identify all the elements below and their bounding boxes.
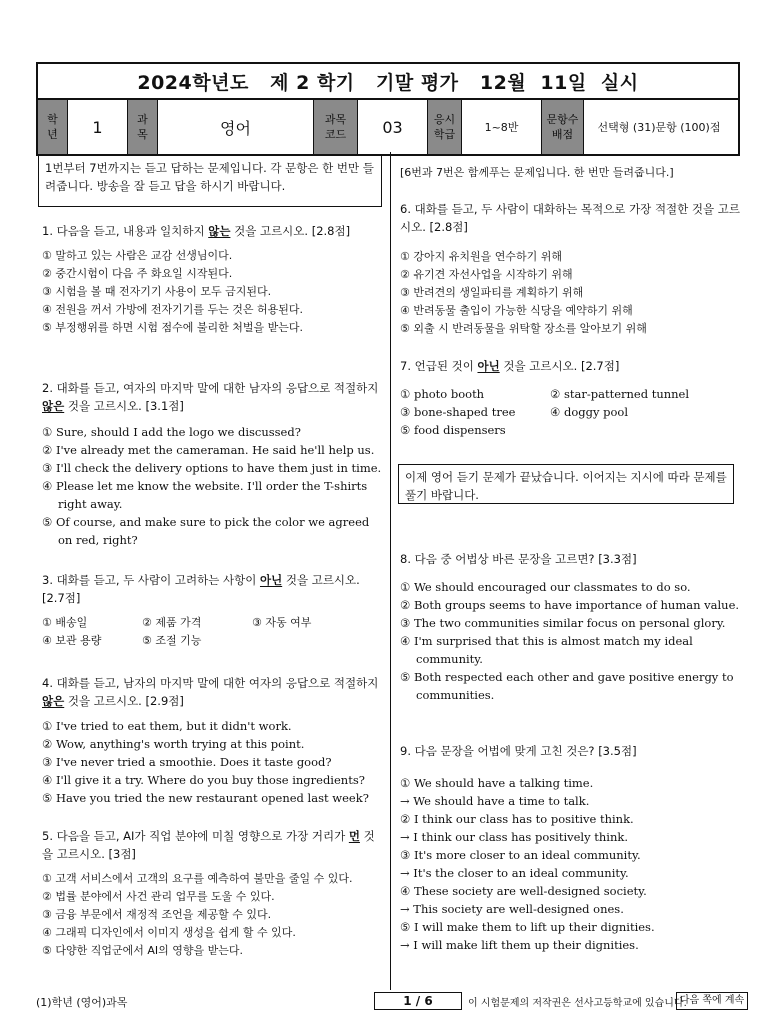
q1-option[interactable]: ④ 전원을 꺼서 가방에 전자기기를 두는 것은 허용된다. <box>42 303 303 316</box>
question-3-stem <box>42 571 382 607</box>
q4-stem-b: 것을 고르시오. [2.9점] <box>64 694 184 708</box>
q2-option[interactable]: ① Sure, should I add the logo we discussed? <box>42 425 301 439</box>
q7-option[interactable]: ④ doggy pool <box>550 405 629 419</box>
q8-option[interactable]: ① We should encouraged our classmates to do so. <box>400 580 691 594</box>
q8-option[interactable]: ⑤ Both respected each other and gave positive energy to communities. <box>400 670 734 702</box>
q1-option[interactable]: ③ 시험을 볼 때 전자기기 사용이 모두 금지된다. <box>42 285 272 298</box>
score-label: 문항수 배점 <box>542 100 584 154</box>
q3-option[interactable]: ⑤ 조절 기능 <box>142 634 202 647</box>
question-2-stem <box>42 379 382 415</box>
listening-end-notice: 이제 영어 듣기 문제가 끝났습니다. 이어지는 지시에 따라 문제를 풀기 바랍니다. <box>398 464 734 504</box>
q6-option[interactable]: ① 강아지 유치원을 연수하기 위해 <box>400 250 562 263</box>
code-value: 03 <box>358 100 428 154</box>
question-1-stem <box>42 222 382 240</box>
question-9-stem: 9. 다음 문장을 어법에 맞게 고친 것은? [3.5점] <box>400 744 637 758</box>
q6-option[interactable]: ③ 반려견의 생일파티를 계획하기 위해 <box>400 286 584 299</box>
q5-option[interactable]: ④ 그래픽 디자인에서 이미지 생성을 쉽게 할 수 있다. <box>42 926 296 939</box>
q6-option[interactable]: ⑤ 외출 시 반려동물을 위탁할 장소를 알아보기 위해 <box>400 322 647 335</box>
question-9 <box>400 742 740 954</box>
q2-option[interactable]: ⑤ Of course, and make sure to pick the color we agreed on red, right? <box>42 515 370 547</box>
listening-notice: 1번부터 7번까지는 듣고 답하는 문제입니다. 각 문항은 한 번만 들려줍니다. 방송을 잘 듣고 답을 하시기 바랍니다. <box>38 155 382 207</box>
q9-option[interactable]: ① We should have a talking time. <box>400 776 594 790</box>
q1-option[interactable]: ① 말하고 있는 사람은 교감 선생님이다. <box>42 249 233 262</box>
q3-stem-emph: 아닌 <box>259 573 283 587</box>
question-4 <box>42 674 382 807</box>
q3-option[interactable]: ① 배송일 <box>42 616 88 629</box>
q1-stem-a: 1. 다음을 듣고, 내용과 일치하지 <box>42 224 209 238</box>
q9-correction: → We should have a time to talk. <box>400 794 590 808</box>
question-8-stem: 8. 다음 중 어법상 바른 문장을 고르면? [3.3점] <box>400 552 637 566</box>
q9-option[interactable]: ⑤ I will make them to lift up their dignities. <box>400 920 655 934</box>
q6-option[interactable]: ④ 반려동물 출입이 가능한 식당을 예약하기 위해 <box>400 304 633 317</box>
q4-option[interactable]: ③ I've never tried a smoothie. Does it taste good? <box>42 755 332 769</box>
q7-stem-emph: 아닌 <box>477 359 500 373</box>
q8-option[interactable]: ④ I'm surprised that this is almost match my ideal community. <box>400 634 693 666</box>
grade-value: 1 <box>68 100 128 154</box>
q1-stem-emph: 않는 <box>208 224 231 238</box>
question-2 <box>42 379 382 549</box>
class-value: 1~8반 <box>462 100 542 154</box>
q3-option[interactable]: ④ 보관 용량 <box>42 634 102 647</box>
q5-option[interactable]: ① 고객 서비스에서 고객의 요구를 예측하여 불만을 줄일 수 있다. <box>42 872 353 885</box>
question-1 <box>42 222 382 337</box>
q8-option[interactable]: ③ The two communities similar focus on personal glory. <box>400 616 726 630</box>
q9-correction: → It's the closer to an ideal community. <box>400 866 629 880</box>
code-label: 과목 코드 <box>314 100 358 154</box>
q7-option[interactable]: ② star-patterned tunnel <box>550 387 690 401</box>
class-label: 응시 학급 <box>428 100 462 154</box>
question-6-stem: 6. 대화를 듣고, 두 사람이 대화하는 목적으로 가장 적절한 것을 고르시오. [2.8점] <box>400 202 741 234</box>
q5-option[interactable]: ② 법률 분야에서 사건 관리 업무를 도울 수 있다. <box>42 890 275 903</box>
question-5 <box>42 827 382 960</box>
question-7-stem <box>400 357 740 375</box>
exam-title: 2024학년도 제 2 학기 기말 평가 12월 11일 실시 <box>38 64 738 100</box>
copyright-notice: 이 시험문제의 저작권은 선사고등학교에 있습니다. <box>468 998 687 1009</box>
q7-option[interactable]: ③ bone-shaped tree <box>400 405 516 419</box>
q2-stem-emph: 않은 <box>42 399 65 413</box>
score-value: 선택형 (31)문항 (100)점 <box>597 121 721 134</box>
q2-stem-a: 2. 대화를 듣고, 여자의 마지막 말에 대한 남자의 응답으로 적절하지 <box>42 381 379 395</box>
q3-option[interactable]: ② 제품 가격 <box>142 616 202 629</box>
question-6 <box>400 200 740 338</box>
q1-stem-b: 것을 고르시오. [2.8점] <box>230 224 351 238</box>
q9-option[interactable]: ② I think our class has to positive think. <box>400 812 634 826</box>
q2-option[interactable]: ② I've already met the cameraman. He said he'll help us. <box>42 443 375 457</box>
notice-q6-q7: [6번과 7번은 함께푸는 문제입니다. 한 번만 들려줍니다.] <box>400 166 674 179</box>
q5-stem-a: 5. 다음을 듣고, AI가 직업 분야에 미칠 영향으로 가장 거리가 <box>42 829 349 843</box>
grade-label: 학 년 <box>38 100 68 154</box>
q5-option[interactable]: ③ 금융 부문에서 재정적 조언을 제공할 수 있다. <box>42 908 272 921</box>
q5-option[interactable]: ⑤ 다양한 직업군에서 AI의 영향을 받는다. <box>42 944 243 957</box>
q3-stem-b: 것을 고르시오. [2.7점] <box>42 573 360 605</box>
question-3 <box>42 571 382 650</box>
q3-option[interactable]: ③ 자동 여부 <box>252 616 312 629</box>
question-7 <box>400 357 740 439</box>
q4-option[interactable]: ② Wow, anything's worth trying at this point. <box>42 737 305 751</box>
q2-stem-b: 것을 고르시오. [3.1점] <box>64 399 184 413</box>
footer-grade-subject: (1)학년 (영어)과목 <box>36 996 128 1009</box>
page-footer <box>36 990 745 1012</box>
q6-option[interactable]: ② 유기견 자선사업을 시작하기 위해 <box>400 268 573 281</box>
q2-option[interactable]: ③ I'll check the delivery options to have them just in time. <box>42 461 382 475</box>
q7-stem-b: 것을 고르시오. [2.7점] <box>499 359 620 373</box>
exam-info-row <box>38 100 738 154</box>
q9-option[interactable]: ③ It's more closer to an ideal community. <box>400 848 641 862</box>
q3-options <box>42 614 382 650</box>
question-8 <box>400 550 740 704</box>
q7-options <box>400 385 740 439</box>
question-5-stem <box>42 827 382 863</box>
exam-header <box>36 62 740 156</box>
q4-option[interactable]: ① I've tried to eat them, but it didn't work. <box>42 719 292 733</box>
subject-value: 영어 <box>158 100 314 154</box>
q4-stem-emph: 않은 <box>42 694 65 708</box>
subject-label: 과 목 <box>128 100 158 154</box>
q8-option[interactable]: ② Both groups seems to have importance of human value. <box>400 598 740 612</box>
q1-option[interactable]: ⑤ 부정행위를 하면 시험 점수에 불리한 처벌을 받는다. <box>42 321 303 334</box>
column-divider <box>390 152 391 990</box>
q7-option[interactable]: ⑤ food dispensers <box>400 423 506 437</box>
q4-option[interactable]: ④ I'll give it a try. Where do you buy those ingredients? <box>42 773 365 787</box>
page-number: 1 / 6 <box>374 992 462 1010</box>
continued-next-page: 다음 쪽에 계속 <box>676 992 748 1010</box>
q5-stem-emph: 먼 <box>348 829 360 843</box>
q7-stem-a: 7. 언급된 것이 <box>400 359 478 373</box>
q3-stem-a: 3. 대화를 듣고, 두 사람이 고려하는 사항이 <box>42 573 260 587</box>
q4-option[interactable]: ⑤ Have you tried the new restaurant opened last week? <box>42 791 369 805</box>
q9-correction: → This society are well-designed ones. <box>400 902 624 916</box>
question-4-stem <box>42 674 382 710</box>
q9-correction: → I will make lift them up their dignities. <box>400 938 639 952</box>
q7-option[interactable]: ① photo booth <box>400 387 485 401</box>
q2-option[interactable]: ④ Please let me know the website. I'll order the T-shirts right away. <box>42 479 368 511</box>
q9-correction: → I think our class has positively think. <box>400 830 628 844</box>
q4-stem-a: 4. 대화를 듣고, 남자의 마지막 말에 대한 여자의 응답으로 적절하지 <box>42 676 379 690</box>
q9-option[interactable]: ④ These society are well-designed society. <box>400 884 647 898</box>
q1-option[interactable]: ② 중간시험이 다음 주 화요일 시작된다. <box>42 267 233 280</box>
q5-stem-b: 것을 고르시오. [3점] <box>42 829 375 861</box>
